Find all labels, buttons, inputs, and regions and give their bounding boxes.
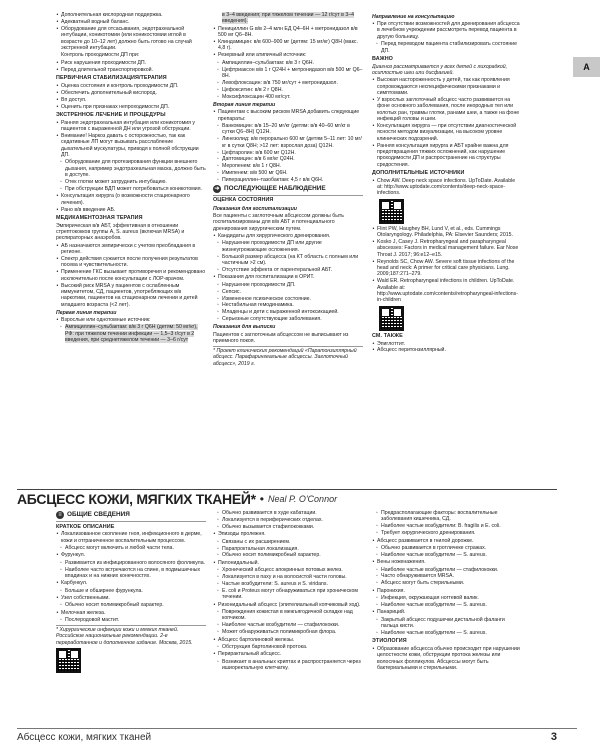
sub-list (213, 609, 363, 636)
list (372, 77, 522, 168)
list-item: • Chow AW. Deep neck space infections. UpToDate. Available at: http://www.uptodate.com/contents/deep-neck-space-infections. (372, 178, 522, 197)
paragraph: Пациентов с заглоточным абсцессом не выписывают из приемного покоя. (213, 331, 349, 345)
list (372, 178, 522, 197)
subsection-heading: Показания для выписки (213, 324, 276, 331)
list-item: • Перирактальный абсцесс. (213, 651, 363, 657)
paragraph: Эмпирическая в/в АБТ, эффективная в отношении стрептококков группы A, S. aureus (включая MRSA) и респираторных анаэробов. (56, 222, 185, 242)
list-item: ◦ Развивается из инфицированного волосяного фолликула. (56, 560, 206, 566)
list (56, 595, 206, 601)
list-item: ◦ Парапроктальная локализация. (213, 546, 363, 552)
document-circle-icon: ≡ (56, 511, 64, 519)
list-item: ◦ Обструкция бартолиновой протока. (213, 644, 363, 650)
list-item: • Резервный или атипичный источник: (213, 52, 363, 58)
list-item (56, 324, 206, 343)
list-item: • Абсцесс бартолиновой железы. (213, 637, 363, 643)
list-item: • Риск нарушения проходимости ДП. (56, 60, 206, 66)
section-heading: ОЦЕНКА СОСТОЯНИЯ (213, 197, 274, 204)
sub-list (56, 159, 206, 192)
list (56, 83, 206, 110)
list-item: • Мелочная железа. (56, 610, 206, 616)
list-item: ◦ Моксифлоксацин 400 мг/сут. (213, 94, 363, 100)
list-item: ◦ Инфекция, окружающая ногтевой валик. (372, 595, 522, 601)
list (213, 26, 363, 59)
list-item: • Клиндамицин: в/в 600–900 мг (детям: 15 мг/кг) Q8H (макс. 4,8 г). (213, 39, 363, 52)
footnote: * Хирургические инфекции кожи и мягких тканей. Российские национальные рекомендации. 2-е переработанное и дополненное издание. Москва, 2015. (56, 627, 193, 646)
list-item: • Flint PW, Haughey BH, Lund V, et al., eds. Cummings Otolaryngology. Philadelphia, PA: Elsevier Saunders; 2015. (372, 226, 522, 239)
list-item: • Перед длительной транспортировкой. (56, 67, 206, 73)
list-item: ◦ Даптомицин: в/в 6 мг/кг Q24H. (213, 156, 363, 162)
list-item: ◦ Ампициллин–сульбактам: в/в 3 г Q6H. (213, 60, 363, 66)
list-item: • Внимание! Наркоз давать с осторожностью, так как седативные ЛП могут вызывать расслабление дыхательной мускулатуры, приводя к полной обструкции ДП. (56, 133, 206, 158)
list (56, 317, 206, 323)
sub-list (213, 282, 363, 323)
list (372, 538, 522, 544)
list-item: • Паронихия. (372, 588, 522, 594)
list-item: ◦ Отек глотки может затруднить интубацию. (56, 179, 206, 185)
list-item: ◦ Меропенем: в/в 1 г Q8H. (213, 163, 363, 169)
sub-list (56, 324, 206, 343)
list-item: • Kosko J, Casey J. Retropharyngeal and parapharyngeal abscesses: Factors in medical management failure. Ear Nose Throat J. 2017; 96:e12–e15. (372, 239, 522, 258)
list-item: ◦ Требует хирургического дренирования. (372, 530, 522, 536)
qr-code (56, 648, 81, 673)
list-item: ◦ Измененное психическое состояние. (213, 296, 363, 302)
list-item: ◦ Обычно развивается в худе кабатации. (213, 510, 363, 516)
title-separator: • (259, 492, 264, 507)
sub-list (372, 617, 522, 637)
list-item: ◦ Повреждения кожистая в межъягодичной складке над копчиком. (213, 609, 363, 622)
list-item: ◦ Возникает в анальных криптах и распространяется через ишиоректальную клетчатку. (213, 659, 363, 672)
list-item: ◦ Наиболее частые возбудители — стафилококки. (372, 567, 522, 573)
list (372, 609, 522, 615)
list-item: ◦ Частые возбудители: S. aureus и S. viridans. (213, 581, 363, 587)
sub-list (213, 240, 363, 273)
column-3 (372, 12, 522, 482)
list (372, 588, 522, 594)
list-item: ◦ Имипенем: в/в 500 мг Q6H. (213, 170, 363, 176)
list-item: • Ризонидальный абсцесс (эпителиальный копчиковый ход). (213, 602, 363, 608)
list-item: • Эпизоды пролежня. (213, 531, 363, 537)
section-heading: ВАЖНО (372, 55, 393, 62)
list-item: • Эпиглоттит. (372, 341, 522, 347)
list (213, 602, 363, 608)
section-heading: ПЕРВИЧНАЯ СТАБИЛИЗАЦИЯ/ТЕРАПИЯ (56, 74, 167, 81)
arrow-circle-icon: ➔ (214, 185, 220, 192)
list (213, 109, 363, 122)
list (372, 341, 522, 354)
paragraph (213, 12, 363, 25)
article-title: АБСЦЕСС КОЖИ, МЯГКИХ ТКАНЕЙ* (17, 490, 256, 507)
sub-list (56, 560, 206, 580)
sub-list (372, 545, 522, 558)
list-item: ◦ Закрытый абсцесс подушечки дистальной фаланги пальца кисти. (372, 617, 522, 630)
list (213, 637, 363, 643)
paragraph: Все пациенты с заглоточным абсцессом должны быть госпитализированы для в/в АБТ и потенциального дренирования хирургическим путем. (213, 212, 344, 232)
list (56, 610, 206, 616)
divider (213, 346, 363, 347)
list-item: ◦ E. coli и Proteus могут обнаруживаться при хроническом течении. (213, 588, 363, 601)
list-item: ◦ Наиболее частые возбудители — стафилококки. (213, 622, 363, 628)
sub-list (372, 567, 522, 587)
list-item: • Консультация хирурга (о возможности стационарного лечения). (56, 193, 206, 206)
list-item: • Адекватный водный баланс. (56, 19, 206, 25)
list-item: ◦ Наиболее частые возбудители: B. fragilis и E. coli. (372, 523, 522, 529)
list-item: ◦ Локализуется в паху и на волосистой части головы. (213, 574, 363, 580)
list-item: • Фурункул. (56, 552, 206, 558)
section-banner (56, 511, 206, 519)
list-item: ◦ Послеродовой мастит. (56, 617, 206, 623)
subsection-heading: Вторая линия терапии (213, 101, 276, 108)
list-item: ◦ Цефокситин: в/в 2 г Q8H. (213, 87, 363, 93)
sub-list (213, 644, 363, 650)
shaded-text: Ампициллин–сульбактам: в/в 3 г Q6H (детям: 50 мг/кг), РФ: при тяжелом течении инфекции — 1,5–3 г/сут в 2 введения, при среднетяжелом течении — 3–6 г/сут (65, 324, 198, 344)
divider (56, 625, 206, 626)
list-item: ◦ При обструкции ВДП может потребоваться коникотомия. (56, 186, 206, 192)
list-item: ◦ Локализуется в периферических отделах. (213, 517, 363, 523)
section-heading: Направление на консультацию (372, 13, 455, 20)
list-item: • Высокий риск MRSA у пациентов с ослабленным иммунитетом, СД, пациентов, употребляющих в/в наркотики, пациентов на стационарном лечении и детей младшего возраста (<2 лет). (56, 283, 206, 308)
list-item: • Reynolds SC, Chow AW. Severe soft tissue infections of the head and neck: A primer for critical care physicians. Lung. 2009;187:271–279. (372, 259, 522, 278)
list-item: • Вп доступ. (56, 97, 206, 103)
list-item: • Пилонидальный. (213, 560, 363, 566)
section-heading: КРАТКОЕ ОПИСАНИЕ (56, 523, 115, 530)
sub-list (213, 123, 363, 184)
list-item: ◦ Отсутствие эффекта от парентеральной АБТ. (213, 267, 363, 273)
list-item: • Кандидаты для хирургического дренирования. (213, 233, 363, 239)
page-footer (17, 728, 577, 744)
list-item: ◦ Цефтриаксон в/в 1 г Q24H + метронидазол в/в 500 мг Q6–8H. (213, 67, 363, 80)
section-heading: ДОПОЛНИТЕЛЬНЫЕ ИСТОЧНИКИ (372, 170, 465, 177)
list-item: ◦ Обычно носит полимикробный характер. (56, 602, 206, 608)
list-item: • Пенициллин G в/в 2–4 млн ЕД Q4–6H + метронидазол в/в 500 мг Q6–8H. (213, 26, 363, 39)
list-item: • Высокая настороженность у детей, так как проявления сопровождаются неспецифическими признаками и симптомами. (372, 77, 522, 96)
list-item: ◦ Связаны с их расширением. (213, 539, 363, 545)
list-item: • Вены ноженажения. (372, 559, 522, 565)
list-item: ◦ Наиболее часто встречаются на спине, в подмышечных впадинах и на нижних конечностях. (56, 567, 206, 580)
running-footer-title: Абсцесс кожи, мягких тканей (17, 732, 152, 743)
sub-list (213, 60, 363, 100)
section-letter-tab: А (573, 57, 600, 77)
list-item: • Узел собственными. (56, 595, 206, 601)
sub-list (56, 617, 206, 623)
list-item: • Спектр действия сужается после получения результатов посева и чувствительности. (56, 256, 206, 269)
sub-list (372, 41, 522, 54)
list-item: ◦ Обычно развивается в гротличеке стражах. (372, 545, 522, 551)
list-item: ◦ Нарушение проходимости ДП. (213, 282, 363, 288)
column-1 (56, 12, 206, 482)
list (56, 580, 206, 586)
paragraph: Контроль проходимости ДП при: (61, 52, 140, 59)
list-item: ◦ Нестабильная гемодинамика. (213, 302, 363, 308)
section-banner-label: ПОСЛЕДУЮЩЕЕ НАБЛЮДЕНИЕ (224, 184, 326, 192)
list-item: • Wald ER. Retropharyngeal infections in children. UpToDate. Available at: http://www.uptodate.com/contents/retropharyngeal-infections-in-children (372, 278, 522, 303)
list-item: • Пациентам с высоким риском MRSA добавить следующие препараты: (213, 109, 363, 122)
list (372, 21, 522, 40)
list (56, 60, 206, 73)
list (213, 531, 363, 537)
list-item: ◦ Хронический абсцесс апокринных потовых желез. (213, 567, 363, 573)
section-banner (213, 185, 363, 193)
divider (56, 521, 206, 522)
list-item: ◦ Часто обнаруживается MRSA. (372, 573, 522, 579)
list-item: • Консультация хирурга — при отсутствии диагностической ясности методом визуализации, на высоком уровне клинических подозрений. (372, 123, 522, 142)
bottom-column-2 (213, 510, 363, 724)
list-item: ◦ Цефтаролин: в/в 600 мг Q12H. (213, 150, 363, 156)
list-item: ◦ Наиболее частые возбудители — S. aureus. (372, 630, 522, 636)
list-item: • Оборудование для отсасывания, эндотрахеальной интубации, коникотомии (или коникостомии иглой в возрасте до 10–12 лет) должно быть готово на случай экстренной интубации. (56, 26, 206, 51)
list-item: ◦ Предрасполагающие факторы: воспалительные заболевания кишечника, СД. (372, 510, 522, 523)
qr-code (379, 199, 404, 224)
paragraph: Диагноз рассматривается у всех детей с лихорадкой, осиплостью шеи или дисфагией. (372, 63, 508, 76)
list (56, 531, 206, 544)
list (372, 646, 522, 671)
list-item: ◦ Оборудование для протезирования функции внешнего дыхания, например эндотрахеальная маска, должно быть в доступе. (56, 159, 206, 178)
list (56, 120, 206, 159)
list-item: • Ранняя консультация хирурга и АБТ крайне важна для предотвращения тяжких осложнений, как нарушение проходимости ДП и распространение на структуры средостения. (372, 143, 522, 168)
bottom-column-3 (372, 510, 522, 724)
list-item: • Применение ГКС вызывает противоречия и рекомендовано исключительно после консультации с ЛОР-врачом. (56, 269, 206, 282)
list-item: ◦ Наиболее частые возбудители — S. aureus. (372, 602, 522, 608)
list-item: ◦ Больше и обширнее фурункула. (56, 588, 206, 594)
list-item: • При отсутствии возможностей для дренирования абсцесса в лечебном учреждении рассмотреть перевод пациента в другую больницу. (372, 21, 522, 40)
list-item: ◦ Ванкомицин: в/в 15–20 мг/кг (детям: в/в 40–60 мг/кг в сутки Q6–8H) Q12H. (213, 123, 363, 136)
list-item: ◦ Перед переводом пациента стабилизировать состояние ДП. (372, 41, 522, 54)
sub-list (372, 595, 522, 608)
list-item: ◦ Большой размер абсцесса (на КТ область с полным или частичным >2 см). (213, 254, 363, 267)
article-title-bar (17, 489, 557, 506)
list-item: • Оценка состояния и контроль проходимости ДП. (56, 83, 206, 89)
list-item: ◦ Левофлоксацин: в/в 750 мг/сут + метронидазол. (213, 80, 363, 86)
section-heading: МЕДИКАМЕНТОЗНАЯ ТЕРАПИЯ (56, 214, 143, 221)
section-banner-label: ОБЩИЕ СВЕДЕНИЯ (67, 511, 130, 519)
list-item: • Образование абсцесса обычно происходит при нарушении целостности кожи, обструкции протока железы или волосяных фолликулов. Абсцессы могут быть бактериальными и стерильными. (372, 646, 522, 671)
sub-list (56, 588, 206, 594)
qr-code (379, 306, 404, 331)
sub-list (213, 659, 363, 672)
page-number: 3 (550, 731, 557, 743)
list-item: • Рано в/в введение АБ. (56, 207, 206, 213)
list-item: ◦ Наиболее частые возбудители — S. aureus. (372, 552, 522, 558)
list-item: • Оценить при признаках непроходимости ДП. (56, 104, 206, 110)
sub-list (56, 545, 206, 551)
list-item: • У взрослых заглоточный абсцесс часто развивается на фоне основного заболевания, после инородных тел или колотых ран, травмы глотки, ранами шеи, а также на фоне инфекций головы и шеи. (372, 97, 522, 122)
list-item: • Локализованное скопление гноя, инфекционного в дерме, кожи и отграниченное воспалительным процессом. (56, 531, 206, 544)
list-item: • Карбункул. (56, 580, 206, 586)
subsection-heading: Показания для госпитализации (213, 205, 297, 212)
list-item: ◦ Сепсис. (213, 289, 363, 295)
list (213, 274, 363, 280)
sub-list (213, 510, 363, 530)
list-item: ◦ Серьезные сопутствующие заболевания. (213, 316, 363, 322)
list (372, 226, 522, 304)
subsection-heading: Первая линия терапии (56, 309, 117, 316)
sub-list (372, 510, 522, 537)
list-item: • Ранняя эндотрахеальная интубация или коникотомия у пациентов с выраженной ДН или угрозой обструкции. (56, 120, 206, 133)
list-item: ◦ Обычно носит полимикробный характер. (213, 552, 363, 558)
list-item: • Обеспечить дополнительный кислород. (56, 90, 206, 96)
list-item: ◦ Абсцесс могут быть стерильными. (372, 580, 522, 586)
list-item: • Абсцесс развивается в гнилой дорожке. (372, 538, 522, 544)
divider (213, 195, 363, 196)
section-heading: ЭТИОЛОГИЯ (372, 638, 407, 645)
list (213, 233, 363, 239)
sub-list (213, 539, 363, 559)
list-item: • Абсцесс перитонзиллярный. (372, 347, 522, 353)
list-item: • АБ назначаются эмпирически с учетом преобладания в регионе. (56, 243, 206, 256)
list-item: ◦ Обычно вызывается стафилококками. (213, 524, 363, 530)
list-item: ◦ Пиперациллин–тазобактам: 4,5 г в/в Q6H. (213, 177, 363, 183)
section-heading: ЭКСТРЕННОЕ ЛЕЧЕНИЕ И ПРОЦЕДУРЫ (56, 111, 166, 118)
shaded-text: в 3–4 введения; при тяжелом течении — 12 г/сут в 3–4 введения). (222, 12, 355, 25)
list (213, 560, 363, 566)
sub-list (213, 567, 363, 601)
list-item: • Дополнительная кислородная поддержка. (56, 12, 206, 18)
sub-list (56, 602, 206, 608)
list-item: • Взрослые или однотомные источник: (56, 317, 206, 323)
list-item: ◦ Нарушение проходимости ДП или другие жизнеугрожающие осложнения. (213, 240, 363, 253)
list (56, 193, 206, 213)
list (56, 552, 206, 558)
footnote: * Проект клинических рекомендаций «Паратонзиллярный абсцесс. Парафарингеальные абсцессы. Заглоточный абсцесс», 2019 г. (213, 348, 357, 367)
list (213, 651, 363, 657)
list-item: ◦ Абсцесс могут включить и любой части тела. (56, 545, 206, 551)
list (372, 559, 522, 565)
article-author: Neal P. O'Connor (267, 494, 338, 505)
section-heading: СМ. ТАКЖЕ (372, 332, 403, 339)
list-item: • Панариций. (372, 609, 522, 615)
list-item: ◦ Линезолид: в/в перорально 600 мг (детям 5–11 лет: 10 мг/кг в сутки Q8H; >12 лет: взрослая доза) Q12H. (213, 136, 363, 149)
list-item: ◦ Младенцы и дети с выраженной интоксикацией. (213, 309, 363, 315)
bottom-column-1 (56, 510, 206, 724)
top-bullets (56, 12, 206, 51)
list (56, 243, 206, 308)
column-2 (213, 12, 363, 482)
list-item: • Показания для госпитализации в ОРИТ. (213, 274, 363, 280)
list-item: ◦ Может обнаруживаться полимикробная флора. (213, 629, 363, 635)
